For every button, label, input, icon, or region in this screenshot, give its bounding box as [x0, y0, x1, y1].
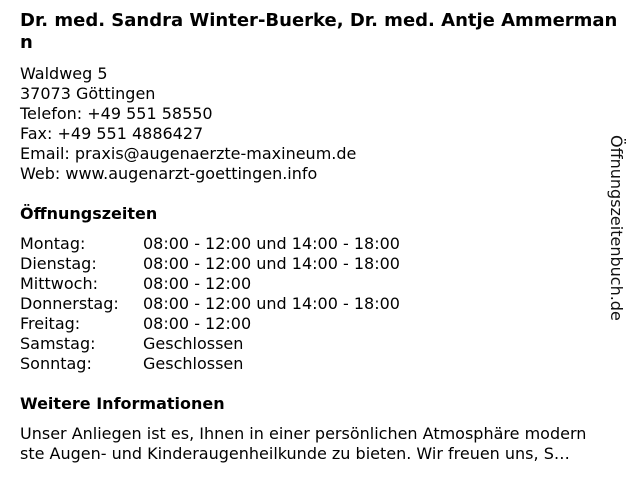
day-label: Montag: — [20, 234, 86, 253]
website-link[interactable]: Web: www.augenarzt-goettingen.info — [20, 164, 318, 183]
time-value: 08:00 - 12:00 — [143, 314, 252, 333]
hours-row-tuesday — [20, 254, 400, 274]
watermark-text: Öffnungszeitenbuch.de — [607, 135, 626, 321]
time-value: Geschlossen — [143, 334, 244, 353]
further-info-heading: Weitere Informationen — [20, 394, 225, 413]
hours-row-thursday — [20, 294, 400, 314]
day-label: Mittwoch: — [20, 274, 98, 293]
further-info-text — [20, 424, 632, 464]
info-line: ste Augen- und Kinderaugenheilkunde zu bieten. Wir freuen uns, S… — [20, 444, 570, 463]
info-line: Unser Anliegen ist es, Ihnen in einer persönlichen Atmosphäre modern — [20, 424, 587, 443]
day-label: Freitag: — [20, 314, 81, 333]
hours-row-sunday — [20, 354, 400, 374]
day-label: Sonntag: — [20, 354, 92, 373]
opening-hours-table — [20, 234, 400, 374]
hours-row-friday — [20, 314, 400, 334]
hours-row-saturday — [20, 334, 400, 354]
day-label: Samstag: — [20, 334, 96, 353]
hours-row-monday — [20, 234, 400, 254]
page-title: Dr. med. Sandra Winter-Buerke, Dr. med. Antje Ammermann — [20, 10, 618, 53]
hours-row-wednesday — [20, 274, 400, 294]
contact-block — [20, 64, 356, 184]
email-address: Email: praxis@augenaerzte-maxineum.de — [20, 144, 357, 163]
day-label: Donnerstag: — [20, 294, 119, 313]
phone-number: Telefon: +49 551 58550 — [20, 104, 213, 123]
time-value: 08:00 - 12:00 und 14:00 - 18:00 — [143, 294, 400, 313]
time-value: 08:00 - 12:00 — [143, 274, 252, 293]
time-value: 08:00 - 12:00 und 14:00 - 18:00 — [143, 234, 400, 253]
fax-number: Fax: +49 551 4886427 — [20, 124, 204, 143]
address-city: 37073 Göttingen — [20, 84, 156, 103]
time-value: Geschlossen — [143, 354, 244, 373]
day-label: Dienstag: — [20, 254, 97, 273]
address-street: Waldweg 5 — [20, 64, 108, 83]
opening-hours-heading: Öffnungszeiten — [20, 204, 158, 223]
time-value: 08:00 - 12:00 und 14:00 - 18:00 — [143, 254, 400, 273]
